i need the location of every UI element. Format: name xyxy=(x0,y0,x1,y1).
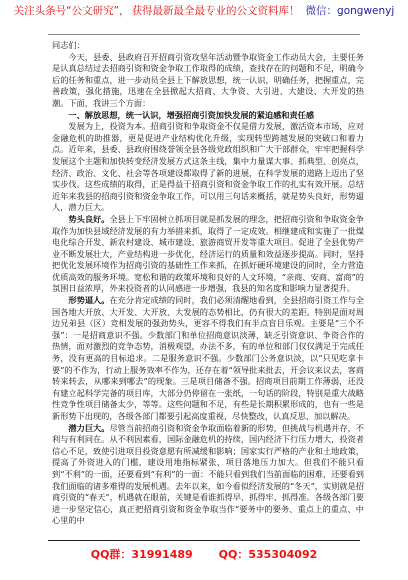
paragraph-overview: 发展为上，投资为本。招商引资和争取资金不仅是借力发展，激活资本市场，应对金融危机的助推器，更是促进产业结构优化升级，实现转型跨越发展的突破口和着力点。近年来，县委、县政府围绕誉领全县各级党政组织和广大干部群众，牢牢把握科学发展这个主题和加快转变经济发展方式这条主线，集中力量谋大事、抓典型、创亮点，经济、政治、文化、社会等各项建设都取得了新的进展，在科学发展的道路上迈出了坚实步伐。这些成绩的取得，正是得益于招商引资和资金争取工作的扎实有效开展。总结近年来我县的招商引资和资金争取工作，可以用三句话来概括，就是势头良好，形势逼人，潜力巨大。 xyxy=(52,121,364,213)
intro-paragraph: 今天，县委、县政府召开招商引资攻坚年活动暨争取资金工作动员大会，主要任务是认真总结过去招商引资和资金争取工作取得的成绩，查找存在的问题和不足，明确今后的任务和重点，进一步动员全县上下解放思想，统一认识，明确任务，把握重点，完善政策，强化措施，迅速在全县掀起大招商、大争资、大引进、大建设、大开发的热潮。下面，我讲三个方面： xyxy=(52,51,364,108)
paragraph-text: 全县上下牢固树立抓项目就是抓发展的理念，把招商引资和争取资金争取作为加快县域经济发展的有力举措来抓，取得了一定成效。相继建成和实施了一批煤电化综合开发、新农村建设、城市建设、旅游商贸开发等重大项目。促进了全县优势产业不断发展壮大，产业结构进一步优化，经济运行的质量和效益逐步提高。同时，坚持把优化发展环境作为招商引资的基础性工作来抓，在抓好硬环境建设的同时，全力营造优质高效的服务环境。宽松和谐的政策环境和良好的人文环境，“亲商、安商、富商”的氛围日益浓厚，外来投资者的认同感进一步增强，我县的知名度和影响力显著提升。 xyxy=(52,213,364,294)
footer-contact xyxy=(0,546,408,562)
paragraph-lead: 形势逼人。 xyxy=(68,295,110,306)
paragraph-lead: 势头良好。 xyxy=(68,213,110,224)
top-banner xyxy=(0,0,408,22)
paragraph-text: 在充分肯定成绩的同时，我们必须清醒地看到，全县招商引资工作与全国各地大开放、大开发、大开放、大发展的态势相比，仍有很大的差距。特别是面对周边兄弟县（区）竞相发展的强劲势头，更容不得我们有半点盲目乐观。主要是“三个不强”：一是招商意识不强。少数部门和单位招商意识淡薄，缺乏引资意识、争资合作的热情，面对激烈的竞争态势，消极观望，办法不多，有的单位和部门仅仅满足于完成任务，没有更高的目标追求。二是服务意识不强。少数部门公务意识淡，以“只见吃拿卡要”的不作为，行动上服务效率不作为，还存在着“领导批来批去，开会议来议去，客商转来转去，从哪来到哪去”的现象。三是项目储备不强。招商项目前期工作薄弱，还没有建立起科学完备的项目库，大部分仍停留在一张纸，一句话的阶段，特别是重大战略性竞争性项目储备太少，等等。这些问题和不足，有些是长期积累形成的，也有一些是新形势下出现的，各级各部门都要引起高度重视，尽快整改，认真反思，加以解决。 xyxy=(52,295,364,421)
footer-divider xyxy=(48,540,360,541)
document-body xyxy=(52,40,364,527)
paragraph-lead: 潜力巨大。 xyxy=(68,422,110,433)
qq-number-text: QQ：535304092 xyxy=(218,548,318,561)
paragraph-pressure xyxy=(52,295,364,423)
paragraph-potential xyxy=(52,423,364,527)
section-heading: 一、解放思想，统一认识，增强招商引资加快发展的紧迫感和责任感 xyxy=(68,109,315,120)
banner-account-text: 关注头条号“公文研究”， xyxy=(13,5,130,17)
greeting: 同志们： xyxy=(52,40,85,50)
qq-group-text: QQ群：31991489 xyxy=(90,548,193,561)
paragraph-momentum xyxy=(52,214,364,295)
paragraph-text: 尽管当前招商引资和资金争取面临着新的形势，但挑战与机遇并存，不利与有利同在。从不利因素看，国际金融危机的持续，国内经济下行压力增大，投资者信心不足，致使引进项目投资意愿有所减缓和影响；国家实行严格的产业和土地政策，提高了外资进入的门槛，建设用地指标紧张，项目落地压力加大。但我们不能只看到“不利”的一面，还要看到“有利”的一面：不能只看到我们当前面临的困难，还要看到我们面临的诸多难得的发展机遇。去年以来，如今看似经济发展的“冬天”，实则就是招商引资的“春天”，机遇就在眼前，关键是看谁抓得早、抓得牢、抓得准。各级各部门要进一步坚定信心，真正把招商引资和资金争取当作“要务中的要务、重点上的重点、中心里的中 xyxy=(52,422,364,526)
banner-slogan-text: 获得最新最全最专业的公文资料库！ xyxy=(131,5,300,17)
header-divider xyxy=(48,34,360,35)
banner-wechat-text: 微信：gongwenyj xyxy=(305,5,395,17)
